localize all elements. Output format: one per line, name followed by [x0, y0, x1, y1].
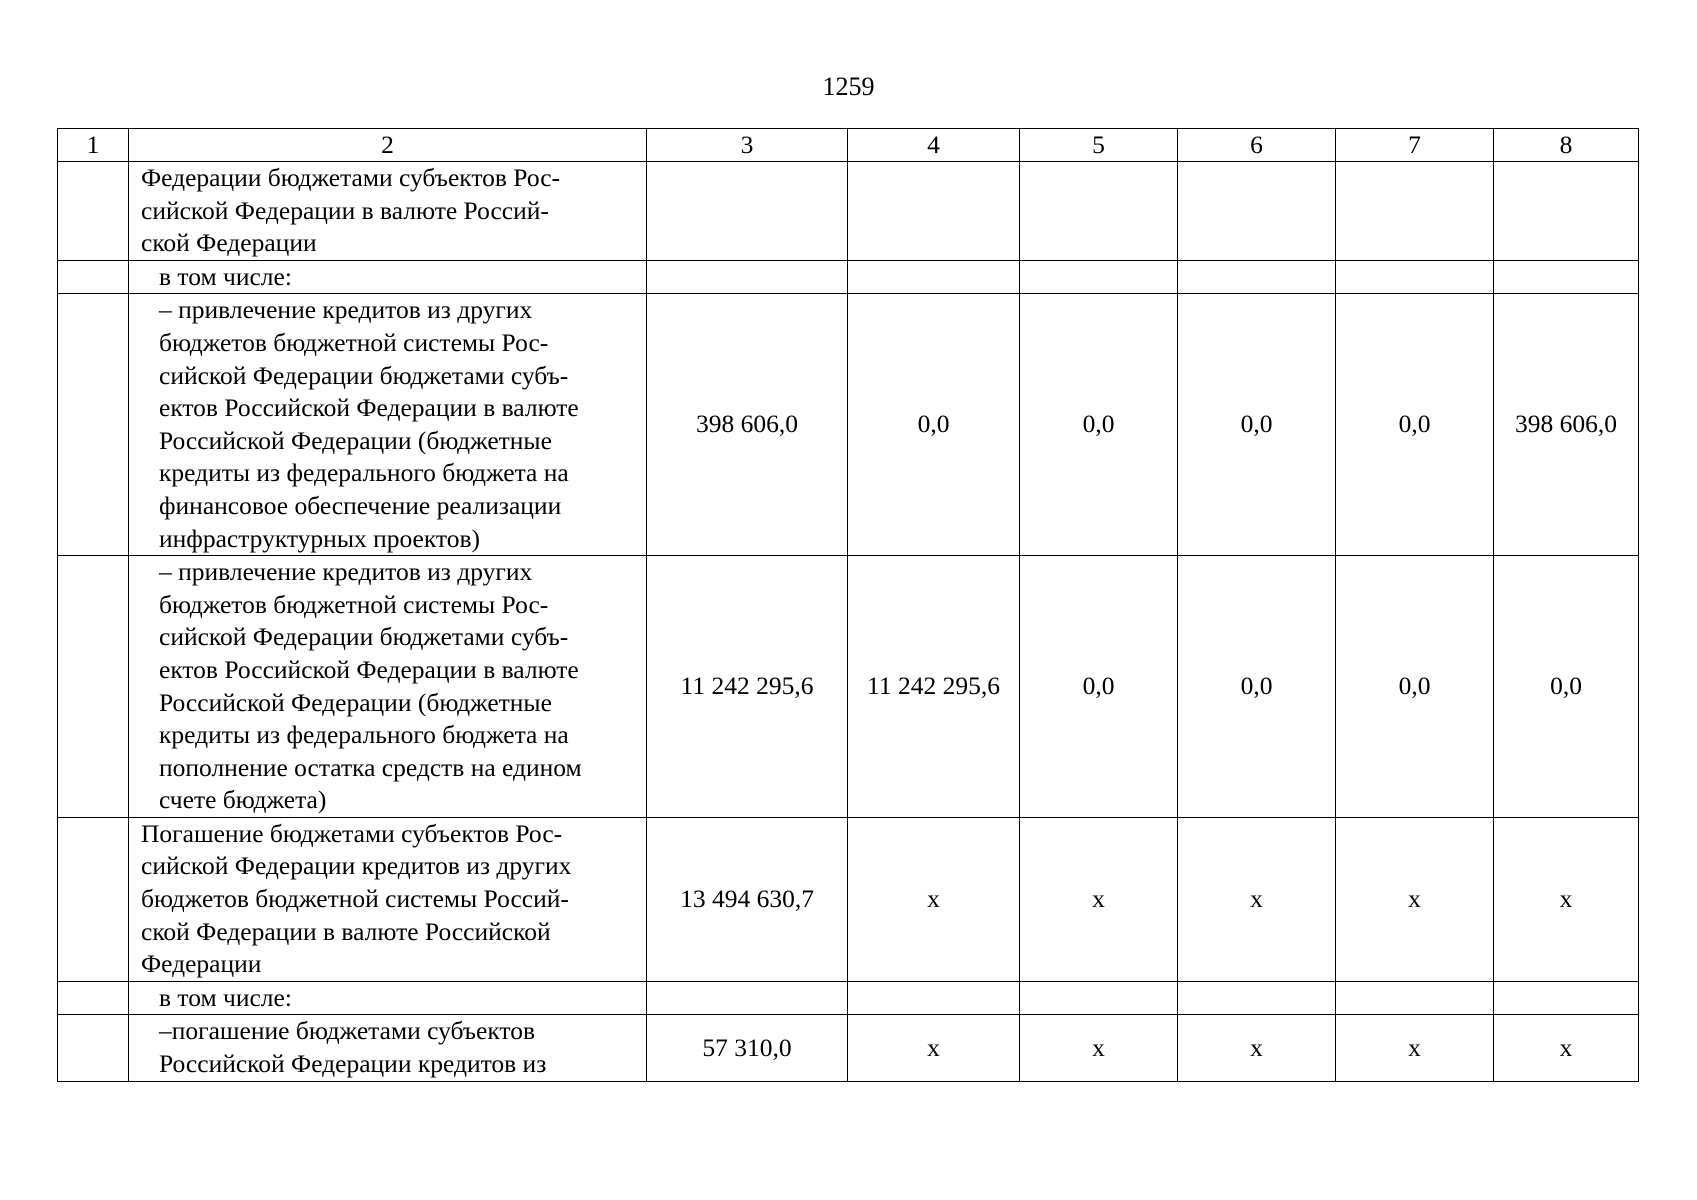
value-cell: х — [1178, 817, 1336, 981]
column-number-2: 2 — [129, 129, 647, 162]
row-description-text: в том числе: — [159, 261, 292, 291]
row-code-cell — [58, 162, 129, 261]
row-code-cell — [58, 817, 129, 981]
value-cell: 0,0 — [1020, 556, 1178, 818]
value-cell — [1020, 981, 1178, 1015]
column-number-6: 6 — [1178, 129, 1336, 162]
table-row — [58, 981, 1639, 1015]
value-cell — [1494, 162, 1639, 261]
value-cell — [1494, 260, 1639, 294]
row-code-cell — [58, 260, 129, 294]
row-description-text: в том числе: — [159, 982, 292, 1012]
value-cell: 0,0 — [1178, 294, 1336, 556]
value-cell: 0,0 — [1336, 294, 1494, 556]
value-cell — [1336, 981, 1494, 1015]
value-cell: 11 242 295,6 — [647, 556, 848, 818]
value-cell — [647, 260, 848, 294]
budget-table — [57, 128, 1639, 1082]
table-row — [58, 294, 1639, 556]
row-description-text: –погашение бюджетами субъектов Российской Федерации кредитов из — [159, 1016, 547, 1079]
row-description-text: Погашение бюджетами субъектов Рос- сийской Федерации кредитов из других бюджетов бюджетной системы Россий- ской Федерации в валюте Российской Федерации — [141, 818, 572, 979]
column-number-3: 3 — [647, 129, 848, 162]
row-code-cell — [58, 556, 129, 818]
value-cell: 398 606,0 — [1494, 294, 1639, 556]
table-row — [58, 556, 1639, 818]
value-cell: х — [848, 817, 1020, 981]
column-number-4: 4 — [848, 129, 1020, 162]
column-number-1: 1 — [58, 129, 129, 162]
value-cell — [848, 260, 1020, 294]
row-description-cell — [129, 294, 647, 556]
value-cell — [1178, 162, 1336, 261]
table-row — [58, 1015, 1639, 1081]
value-cell — [1336, 162, 1494, 261]
column-number-8: 8 — [1494, 129, 1639, 162]
value-cell — [1178, 981, 1336, 1015]
value-cell — [647, 162, 848, 261]
value-cell: 11 242 295,6 — [848, 556, 1020, 818]
value-cell — [1020, 162, 1178, 261]
value-cell — [1494, 981, 1639, 1015]
value-cell: 0,0 — [1020, 294, 1178, 556]
value-cell: 13 494 630,7 — [647, 817, 848, 981]
value-cell: 0,0 — [848, 294, 1020, 556]
value-cell — [1178, 260, 1336, 294]
value-cell: х — [1178, 1015, 1336, 1081]
value-cell — [1336, 260, 1494, 294]
value-cell: 57 310,0 — [647, 1015, 848, 1081]
value-cell: 398 606,0 — [647, 294, 848, 556]
row-description-cell — [129, 1015, 647, 1081]
value-cell: х — [1494, 817, 1639, 981]
column-number-row — [58, 129, 1639, 162]
row-description-cell — [129, 981, 647, 1015]
row-code-cell — [58, 1015, 129, 1081]
page-number: 1259 — [822, 72, 875, 101]
table-row — [58, 260, 1639, 294]
value-cell — [1020, 260, 1178, 294]
value-cell — [848, 162, 1020, 261]
value-cell: х — [1336, 817, 1494, 981]
value-cell: х — [848, 1015, 1020, 1081]
row-description-cell — [129, 817, 647, 981]
column-number-5: 5 — [1020, 129, 1178, 162]
row-description-text: – привлечение кредитов из других бюджетов бюджетной системы Рос- сийской Федерации бюджетами субъ- ектов Российской Федерации в валюте Российской Федерации (бюджетные кредиты из федерального бюджета на пополнение остатка средств на едином счете бюджета) — [159, 557, 582, 815]
column-number-7: 7 — [1336, 129, 1494, 162]
value-cell: 0,0 — [1494, 556, 1639, 818]
row-description-text: – привлечение кредитов из других бюджетов бюджетной системы Рос- сийской Федерации бюджетами субъ- ектов Российской Федерации в валюте Российской Федерации (бюджетные кредиты из федерального бюджета на финансовое обеспечение реализации инфраструктурных проектов) — [159, 295, 579, 553]
value-cell: х — [1494, 1015, 1639, 1081]
row-description-cell — [129, 556, 647, 818]
row-code-cell — [58, 981, 129, 1015]
row-description-cell — [129, 260, 647, 294]
value-cell — [647, 981, 848, 1015]
value-cell — [848, 981, 1020, 1015]
table-row — [58, 162, 1639, 261]
value-cell: 0,0 — [1178, 556, 1336, 818]
value-cell: х — [1336, 1015, 1494, 1081]
value-cell: 0,0 — [1336, 556, 1494, 818]
value-cell: х — [1020, 1015, 1178, 1081]
table-row — [58, 817, 1639, 981]
row-code-cell — [58, 294, 129, 556]
value-cell: х — [1020, 817, 1178, 981]
row-description-cell — [129, 162, 647, 261]
row-description-text: Федерации бюджетами субъектов Рос- сийской Федерации в валюте Россий- ской Федерации — [141, 163, 561, 258]
